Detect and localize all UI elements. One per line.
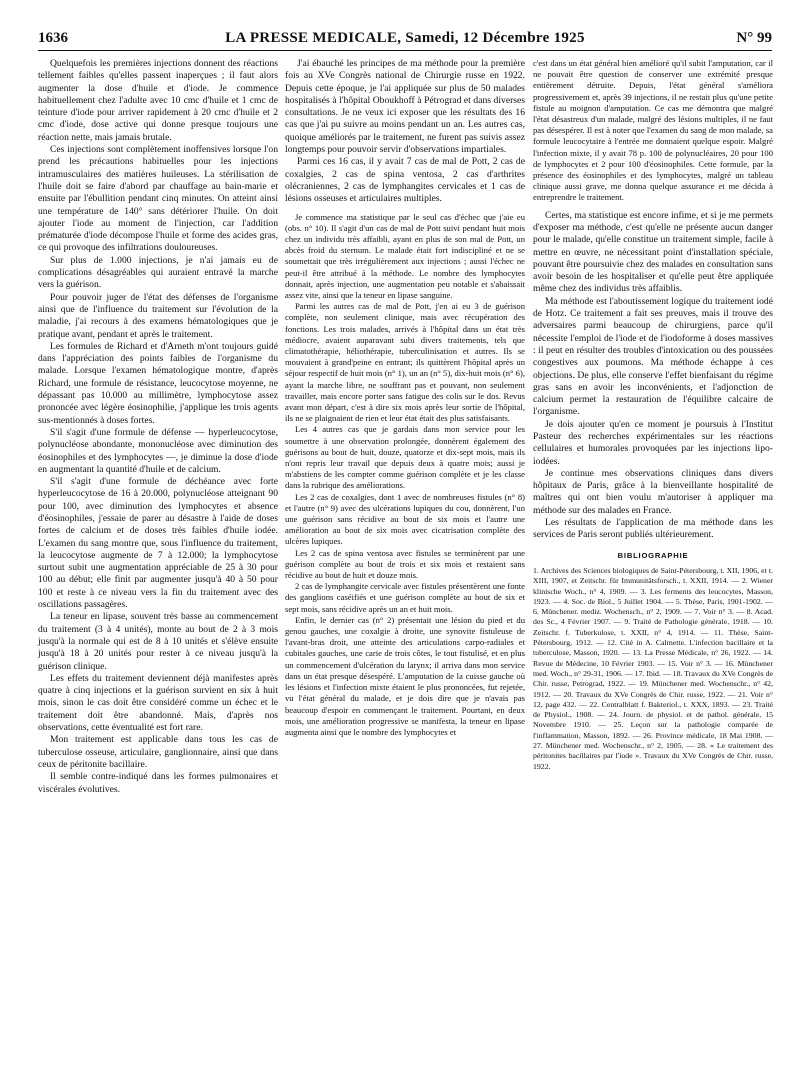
case-observations-continued [533,58,773,204]
case-observations [285,212,525,739]
paragraph: Les 2 cas de spina ventosa avec fistules se terminèrent par une guérison complète au bout de trois et six mois et restaient sans récidive au bout de huit et douze mois. [285,547,525,581]
paragraph: Les formules de Richard et d'Arneth m'ont toujours guidé dans l'appréciation des points faibles de l'organisme du malade. Lorsque l'examen hématologique montre, d'après Richard, une formule de résistance, leucocytose moyenne, ne dépassant pas 10.000 au millimètre, lymphocytose assez prononcée avec légère éosinophilie, j'applique les trois agents sus-mentionnés à doses fortes. [38,340,278,426]
paragraph: Je continue mes observations cliniques dans divers hôpitaux de Paris, grâce à la bienveillante hospitalité de maîtres qui ont bien voulu m'autoriser à appliquer ma méthode sur des malades en France. [533,467,773,516]
bibliography-heading: BIBLIOGRAPHIE [617,550,689,560]
paragraph: S'il s'agit d'une formule de déchéance avec forte hyperleucocytose de 16 à 20.000, polynucléose atteignant 90 pour 100, avec diminution des lymphocytes et absence d'éosinophiles, j'essaie de parer au désastre à l'aide de doses fortes de calcium et de doses très faibles d'huile iodée. L'examen du sang montre que, sous l'influence du traitement, la leucocytose augmente de 7 à 12.000; la lymphocytose surtout subit une augmentation appréciable de 25 à 30 pour 100 au début; elle finit par augmenter jusqu'à 40 à 50 pour 100 et reste à ce niveau vers la fin du traitement avec des oscillations passagères. [38,476,278,611]
paragraph: Pour pouvoir juger de l'état des défenses de l'organisme ainsi que de l'influence du traitement sur l'évolution de la maladie, j'ai recours à des examens hématologiques que je pratique avant, pendant et après le traitement. [38,291,278,340]
paragraph: Les 2 cas de coxalgies, dont 1 avec de nombreuses fistules (n° 8) et l'autre (n° 9) avec des ulcérations lupiques du cou, donnèrent, l'un une guérison sans récidive au bout de six mois et l'autre une amélioration au bout de six mois avec cicatrisation complète des ulcères lupiques. [285,491,525,547]
bibliography-text: 1. Archives des Sciences biologiques de Saint-Pétersbourg, t. XII, 1906, et t. XIII, 1907, et Zeitschr. für Immunitätsforsch., t. XXII, 1914. — 2. Wiener klinische Woch., n° 4, 1909. — 3. Les ferments des leucocytes, Masson, 1923. — 4. Soc. de Biol., 5 Juillet 1904. — 5. Thèse, Paris, 1901-1902. — 6. Münchener. mediz. Wochensch., n° 2, 1909. — 7. Voir n° 3. — 8. Acad. des Sc., 4 Février 1907. — 9. Traité de Pathologie générale, 1918. — 10. Zeitschr. f. Tuberkulose, t. XXII, n° 4, 1914. — 11. Thèse, Saint-Pétersbourg, 1912. — 12. Cité in A. Calmette. L'infection bacillaire et la tuberculose, Masson, 1920. — 13. La Presse Médicale, n° 26, 1922. — 14. Revue de Médecine, 10 Février 1903. — 15. Voir n° 3. — 16. Münchener med. Woch., n° 29-31, 1906. — 17. Ibid. — 18. Travaux du XVe Congrès de Chir. russe, Petrograd, 1922. — 19. Münchener med. Wochenschr., n° 42, 1912. — 20. Travaux du XVe Congrès de Chir. russe, 1922. — 21. Voir n° 12, page 432. — 22. Centralblatt f. Bakteriol., t. XXX, 1893. — 23. Traité de Physiol., 1908. — 24. Journ. de physiol. et de pathol. générale, 15 Novembre 1910. — 25. Leçon sur la pathologie comparée de l'inflammation, Masson, 1892. — 26. Province médicale, 18 Mai 1908. — 27. Münchener med. Wochenschr., n° 2, 1905. — 28. « Le traitement des péritonites bacillaires par l'iode ». Travaux du XVe Congrès de Chir. russe, 1922. [533,565,773,771]
page-number: 1636 [38,30,68,46]
paragraph: Ces injections sont complètement inoffensives lorsque l'on prend les précautions habituelles pour les injections intramusculaires des matières huileuses. La stérilisation de l'huile doit se faire d'abord par chauffage au bain-marie et ensuite par l'ébullition pendant cinq minutes. On atteint ainsi une température de 140° sans détériorer l'huile. On doit ajouter l'iode au moment de l'injection, car l'addition prématurée d'iode décompose l'huile et forme des acides gras, ce qui provoque des infiltrations douloureuses. [38,144,278,254]
paragraph: Parmi ces 16 cas, il y avait 7 cas de mal de Pott, 2 cas de coxalgies, 2 cas de spina ventosa, 2 cas d'arthrites olécraniennes, 2 cas de lymphangites cervicales et 1 cas de lésions osseuses et articulaires multiples. [285,156,525,205]
paragraph: Parmi les autres cas de mal de Pott, j'en ai eu 3 de guérison complète, non seulement clinique, mais avec récupération des fonctions. Les trois malades, arrivés à l'hôpital dans un état très médiocre, avaient auparavant subi divers traitements, tels que climatothérapie, héliothérapie, tuberculinisation et autres. Ils se mouvaient à grand'peine en entrant; ils quittèrent l'hôpital après un séjour respectif de huit mois (n° 1), un an (n° 5), dix-huit mois (n° 6), ayant la marche libre, ne souffrant pas et pouvant, non seulement travailler, mais encore porter sans fatigue des colis sur le dos. Revus avant mon départ, c'est à dire six mois après leur sortie de l'hôpital, ils ne se plaignaient de rien et leur état était des plus satisfaisants. [285,301,525,424]
page-header [38,30,772,50]
journal-title: LA PRESSE MEDICALE, Samedi, 12 Décembre 1925 [225,30,585,46]
column-3 [533,58,773,772]
paragraph: c'est dans un état général bien amélioré qu'il subit l'amputation, car il ne pouvait être question de conserver une extrémité presque entièrement détruite. Depuis, l'état général s'améliora progressivement et, après 39 injections, il ne restait plus qu'une petite fistule au moignon d'amputation. Ce cas me démontra que malgré l'état désastreux d'un malade, malgré des lésions multiples, il ne faut pas désespérer. Il est à noter que l'examen du sang de mon malade, sa formule leucocytaire à l'entrée me donnaient quelque espoir. Malgré l'infection mixte, il y avait 78 p. 100 de polynucléaires, 20 pour 100 de lymphocytes et 2 pour 100 d'éosinophiles. Cette formule, par la présence des éosinophiles et des lymphocytes, malgré un tableau clinique aussi grave, me donna quelque assurance et me décida à entreprendre le traitement. [533,58,773,203]
column-1 [38,58,278,796]
paragraph: S'il s'agit d'une formule de défense — hyperleucocytose, polynucléose abondante, mononucléose avec diminution des éosinophiles et des lymphocytes —, je diminue la dose d'iode en augmentant la quantité d'huile et de calcium. [38,426,278,475]
paragraph: Quelquefois les premières injections donnent des réactions tellement faibles qu'elles passent inaperçues ; il faut alors augmenter la dose d'huile et d'iode. Je commence habituellement chez l'adulte avec 10 cmc d'huile et 1 cmc de teinture d'iode pour arriver rapidement à 20 cmc d'huile et 2 cmc d'iode, dose active qui donne presque toujours une réaction nette, mais jamais brutale. [38,58,278,143]
column-2 [285,58,525,738]
header-rule [38,50,772,51]
paragraph: Je commence ma statistique par le seul cas d'échec que j'aie eu (obs. n° 10). Il s'agit d'un cas de mal de Pott suivi pendant huit mois chez un individu très affaibli, ayant en plus de son mal de Pott, un abcès froid du sternum. Le malade était fort indiscipliné et ne se soumettait que très irrégulièrement aux injections ; aussi l'échec ne peut-il être attribué à la méthode. Le nombre des lymphocytes donnait, après injection, une augmentation peu notable et s'abaissait assez vite, ainsi que la teneur en lipase sanguine. [285,211,525,300]
paragraph: Il semble contre-indiqué dans les formes pulmonaires et viscérales évolutives. [38,771,278,795]
paragraph: La teneur en lipase, souvent très basse au commencement du traitement (3 à 4 unités), monte au bout de 2 à 3 mois jusqu'à la normale qui est de 8 à 10 unités et s'élève ensuite jusqu'à 18 à 20 unités pour rester à ce niveau jusqu'à la guérison clinique. [38,611,278,672]
paragraph: Les effets du traitement deviennent déjà manifestes après quatre à cinq injections et la guérison survient en six à huit mois, sinon le cas doit être considéré comme un échec et le traitement doit être abandonné. Mais, d'après nos observations, cette éventualité est fort rare. [38,672,278,734]
paragraph: Certes, ma statistique est encore infime, et si je me permets d'exposer ma méthode, c'est qu'elle ne présente aucun danger pour le malade, qu'elle constitue un traitement simple, facile à mettre en œuvre, ne nécessitant point d'installation spéciale, pouvant être poursuivie chez des malades en consultation sans avoir besoin de les hospitaliser et qu'elle peut être appliquée même chez des individus très affaiblis. [533,209,773,295]
paragraph: Ma méthode est l'aboutissement logique du traitement iodé de Hotz. Ce traitement a fait ses preuves, mais il trouve des adversaires parmi beaucoup de chirurgiens, parce qu'il nécessite l'emploi de l'iode et de l'iodoforme à doses massives : il peut en résulter des troubles d'intoxication ou des poussées congestives aux poumons. Ma méthode échappe à ces objections. De plus, elle conserve l'effet bienfaisant du régime gras sans en avoir les inconvénients, et l'adjonction de calcium permet la restauration de l'équilibre calcaire de l'organisme. [533,295,773,418]
paragraph: Mon traitement est applicable dans tous les cas de tuberculose osseuse, articulaire, ganglionnaire, ainsi que dans ceux de péritonite bacillaire. [38,734,278,770]
paragraph: 2 cas de lymphangite cervicale avec fistules présentèrent une fonte des ganglions caséifiés et une guérison complète au bout de six et sept mois, sans récidive après un an et huit mois. [285,581,525,614]
issue-number: N° 99 [736,30,772,46]
paragraph: J'ai ébauché les principes de ma méthode pour la première fois au XVe Congrès national de Chirurgie russe en 1922. Depuis cette époque, je l'ai appliquée sur plus de 50 malades hospitalisés à l'hôpital Oboukhoff à Pétrograd et dans diverses consultations. Je ne veux ici exposer que les résultats des 16 cas que j'ai pu suivre au moins pendant un an. Les autres cas, quoique améliorés par le traitement, ne furent pas suivis assez longtemps pour pouvoir servir d'observations impartiales. [285,58,525,156]
paragraph: Les 4 autres cas que je gardais dans mon service pour les soumettre à une observation prolongée, donnèrent également des guérisons au bout de huit, douze, quatorze et dix-sept mois, mais ils n'ont repris leur travail que depuis deux à quatre mois; aussi je m'abstiens de les compter comme guérison complète et je les classe dans la rubrique des améliorations. [285,424,525,491]
paragraph: Enfin, le dernier cas (n° 2) présentait une lésion du pied et du genou gauches, une coxalgie à droite, une synovite fistuleuse de l'avant-bras droit, une atteinte des articulations carpo-radiales et cubitales gauches, une carie de trois côtes, le tout fistulisé, et en plus un commencement d'ulcération du larynx; il arriva dans mon service dans un état presque désespéré. L'amputation de la cuisse gauche où les lésions et l'infection mixte étaient le plus prononcées, fut rejetée, vu l'état général du malade, et je dois dire que je n'avais pas beaucoup d'espoir en commençant le traitement. Pourtant, en deux mois, une amélioration progressive se manifesta, la teneur en lipase augmenta ainsi que le nombre des lymphocytes et [285,614,525,737]
paragraph: Sur plus de 1.000 injections, je n'ai jamais eu de complications désagréables qui auraient entravé la marche vers la guérison. [38,254,278,291]
paragraph: Je dois ajouter qu'en ce moment je poursuis à l'Institut Pasteur des recherches expérimentales sur les réactions cellulaires et humorales provoquées par les injections lipo-iodées. [533,418,773,467]
paragraph: Les résultats de l'application de ma méthode dans les services de Paris seront publiés ultérieurement. [533,517,773,541]
